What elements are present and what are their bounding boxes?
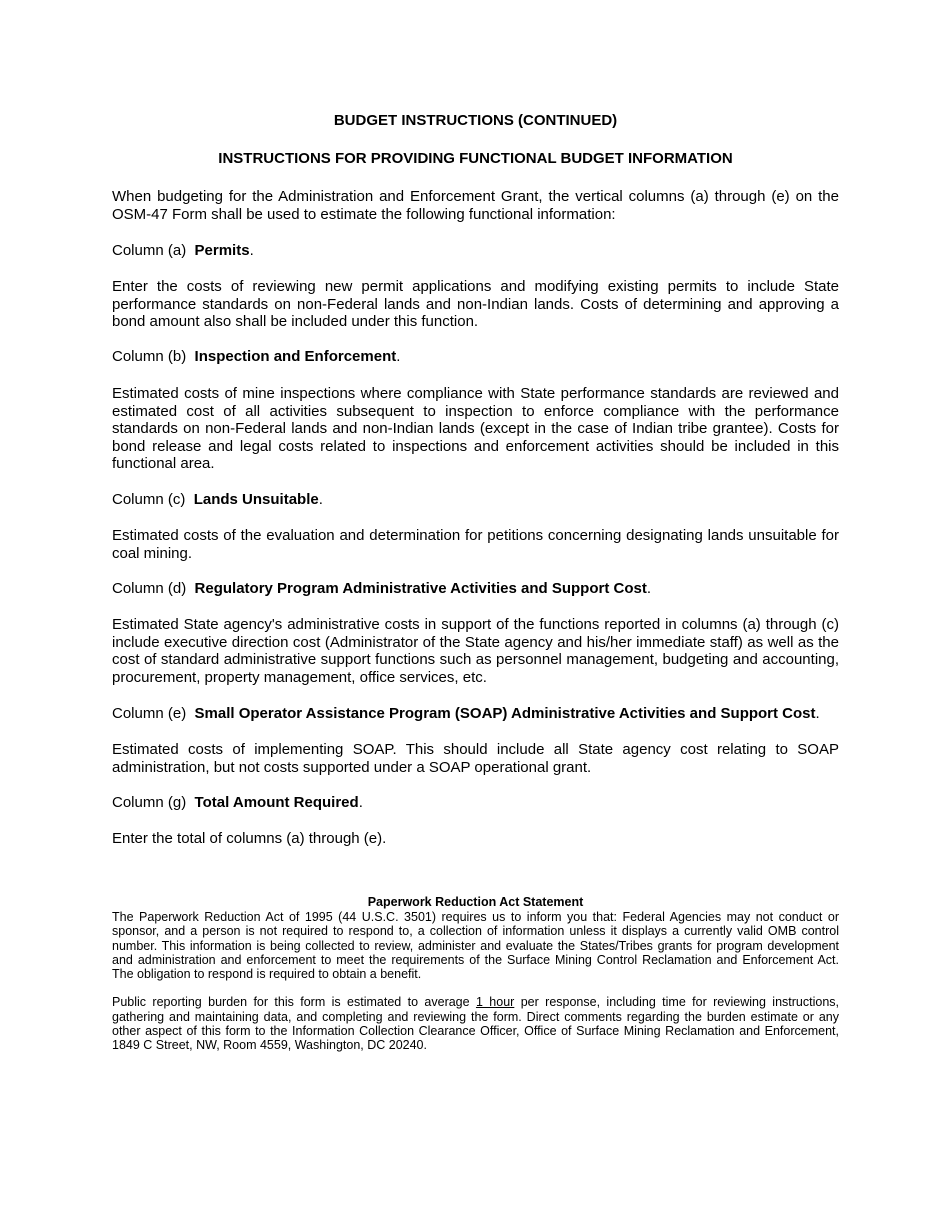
- page-title: BUDGET INSTRUCTIONS (CONTINUED): [333, 112, 618, 129]
- column-e-prefix: Column (e): [112, 705, 187, 722]
- burden-text-end: per response, including time for reviewing instructions, gathering and maintaining data, and completing and reviewing the form. Direct comments regarding the burden estimate or any other aspect of this form to the Information Collection Clearance Officer, Office of Surface Mining Reclamation and Enforcement, 1849 C Street, NW, Room 4559, Washington, DC 20240.: [112, 995, 839, 1053]
- column-g-prefix: Column (g): [112, 794, 187, 811]
- column-c-heading: Column (c) Lands Unsuitable.: [112, 491, 323, 508]
- column-b-prefix: Column (b): [112, 348, 187, 365]
- paperwork-paragraph-2: [112, 995, 839, 1052]
- column-a-prefix: Column (a): [112, 242, 187, 259]
- page-subtitle: INSTRUCTIONS FOR PROVIDING FUNCTIONAL BUDGET INFORMATION: [218, 150, 733, 167]
- column-d-heading: Column (d) Regulatory Program Administrative Activities and Support Cost.: [112, 580, 652, 597]
- column-d-prefix: Column (d): [112, 580, 187, 597]
- column-g-title: Total Amount Required: [194, 794, 359, 811]
- column-e-title: Small Operator Assistance Program (SOAP) Administrative Activities and Support Cost: [194, 705, 816, 722]
- column-c-prefix: Column (c): [112, 491, 186, 508]
- paperwork-title: Paperwork Reduction Act Statement: [367, 895, 584, 909]
- column-b-title: Inspection and Enforcement: [194, 348, 397, 365]
- paperwork-reduction-statement: [112, 895, 839, 1053]
- burden-text-start: Public reporting burden for this form is estimated to average: [112, 995, 476, 1010]
- column-b-heading: Column (b) Inspection and Enforcement.: [112, 348, 401, 365]
- column-a-title: Permits: [194, 242, 250, 259]
- column-a-heading: Column (a) Permits.: [112, 242, 254, 259]
- column-d-title: Regulatory Program Administrative Activities and Support Cost: [194, 580, 647, 597]
- column-c-description: Estimated costs of the evaluation and determination for petitions concerning designating lands unsuitable for coal mining.: [112, 527, 839, 562]
- column-e-heading: Column (e) Small Operator Assistance Program (SOAP) Administrative Activities and Support Cost.: [112, 705, 820, 722]
- column-d-description: Estimated State agency's administrative costs in support of the functions reported in columns (a) through (c) include executive direction cost (Administrator of the State agency and his/her immediate staff) as well as the cost of standard administrative support functions such as personnel management, budgeting and accounting, procurement, property management, office services, etc.: [112, 616, 839, 686]
- paperwork-paragraph-1: The Paperwork Reduction Act of 1995 (44 U.S.C. 3501) requires us to inform you that: Federal Agencies may not conduct or sponsor, and a person is not required to respond to, a collection of information unless it displays a currently valid OMB control number. This information is being collected to review, administer and evaluate the States/Tribes grants for program development and administration and enforcement to meet the requirements of the Surface Mining Control Reclamation and Enforcement Act. The obligation to respond is required to obtain a benefit.: [112, 910, 839, 982]
- column-b-description: Estimated costs of mine inspections where compliance with State performance standards are reviewed and estimated cost of all activities subsequent to inspection to enforce compliance with the performance standards on non-Federal lands and non-Indian lands (except in the case of Indian tribe grantee). Costs for bond release and legal costs related to inspections and enforcement activities should be included in this functional area.: [112, 385, 839, 473]
- column-g-description: Enter the total of columns (a) through (e).: [112, 830, 387, 847]
- column-a-description: Enter the costs of reviewing new permit applications and modifying existing permits to include State performance standards on non-Federal lands and non-Indian lands. Costs of determining and approving a bond amount also shall be included under this function.: [112, 278, 839, 331]
- intro-paragraph: When budgeting for the Administration and Enforcement Grant, the vertical columns (a) through (e) on the OSM-47 Form shall be used to estimate the following functional information:: [112, 188, 839, 223]
- column-e-description: Estimated costs of implementing SOAP. This should include all State agency cost relating to SOAP administration, but not costs supported under a SOAP operational grant.: [112, 741, 839, 776]
- burden-hours: 1 hour: [475, 995, 515, 1010]
- column-g-heading: Column (g) Total Amount Required.: [112, 794, 363, 811]
- column-c-title: Lands Unsuitable: [193, 491, 319, 508]
